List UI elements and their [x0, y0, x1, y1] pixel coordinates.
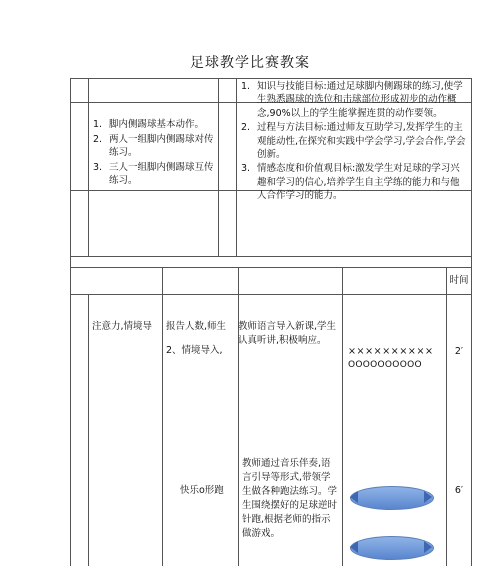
- content-item: 1. 脚内侧踢球基本动作。: [93, 119, 205, 130]
- objective-item: 1. 知识与技能目标:通过足球脚内侧踢球的练习,使学生熟悉踢球的选位和击球部位形成初步的动作概念,90%以上的学生能掌握连贯的动作要领。: [241, 81, 463, 119]
- row1-content: 注意力,情境导: [92, 321, 153, 332]
- objectives-list: [241, 80, 469, 203]
- formation-crosses: ××××××××××: [348, 346, 434, 357]
- row2-method: 教师通过音乐伴奏,语言引导等形式,带领学生做各种跑法练习。学生围绕摆好的足球逆时针跑,根据老师的指示做游戏。: [242, 458, 338, 539]
- page-title: 足球教学比赛教案: [190, 55, 310, 71]
- formation-circles: OOOOOOOOOO: [348, 360, 422, 370]
- content-item: 2. 两人一组脚内侧踢球对传练习。: [93, 134, 214, 158]
- direction-arrow-icon: [342, 538, 440, 556]
- row1-time: 2′: [454, 346, 464, 357]
- row1-method: 教师语言导入新课,学生认真听讲,积极响应。: [238, 321, 337, 346]
- objective-item: 2. 过程与方法目标:通过师友互助学习,发挥学生的主观能动性,在探究和实践中学会学习,学会合作,学会创新。: [241, 122, 466, 161]
- content-item: 3. 三人一组脚内侧踢球互传练习。: [93, 162, 214, 186]
- direction-arrow-icon: [342, 488, 440, 506]
- row1-organization-b: 2、情境导入,: [166, 345, 223, 356]
- content-list: [93, 118, 215, 187]
- row1-organization-a: 报告人数,师生: [166, 321, 227, 332]
- row2-time: 6′: [454, 485, 464, 496]
- objective-item: 3. 情感态度和价值观目标:激发学生对足球的学习兴趣和学习的信心,培养学生自主学练的能力和与他人合作学习的能力。: [241, 163, 460, 202]
- time-header: 时间: [449, 275, 469, 286]
- row2-organization: 快乐o形跑: [180, 485, 224, 496]
